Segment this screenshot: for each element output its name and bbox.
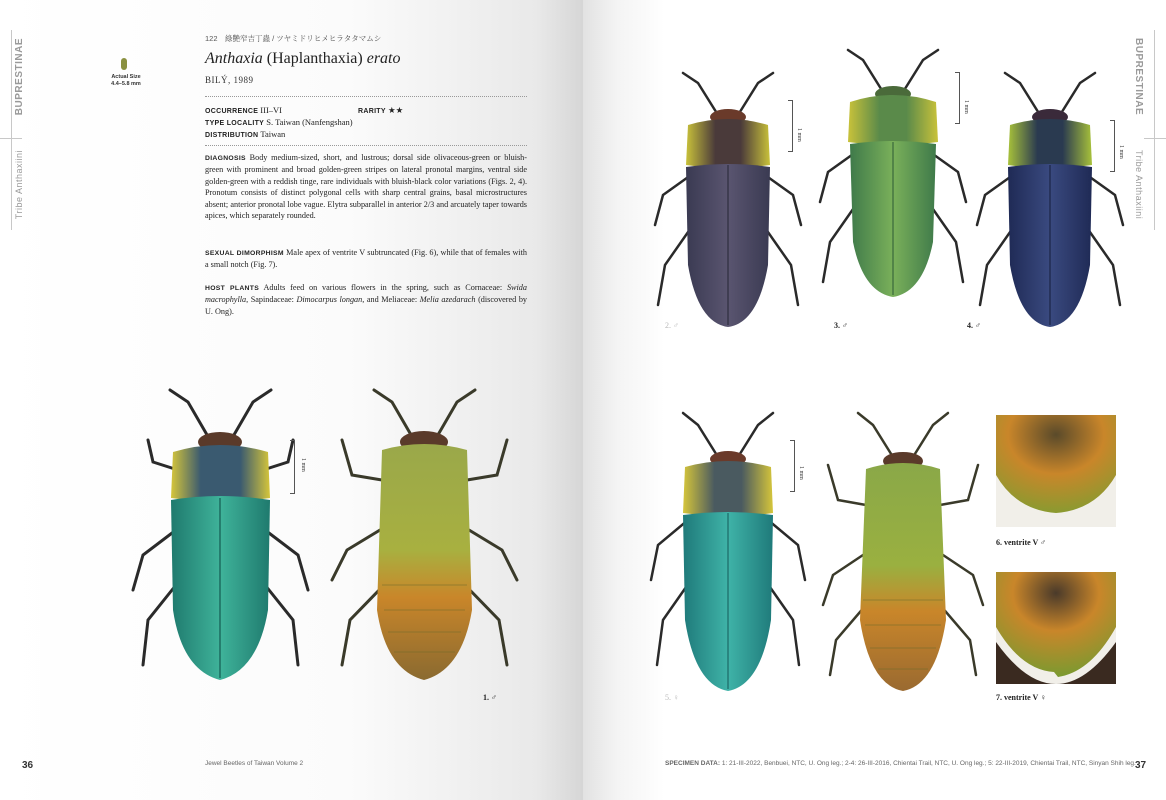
figure-5-caption: 5. ♀	[665, 693, 679, 702]
scale-bar-label: 1 mm	[796, 128, 802, 142]
footer-book-title: Jewel Beetles of Taiwan Volume 2	[205, 760, 304, 767]
tab-divider	[1144, 138, 1166, 139]
beetle-fig3-male-image	[808, 42, 978, 307]
tab-divider-line	[11, 30, 12, 230]
diagnosis-paragraph: DIAGNOSIS Body medium-sized, short, and lustrous; dorsal side olivaceous-green or bluish-green with prominent and broad golden-green stripes on lateral pronotal margins, ventral side golden-green with a reddish tinge, rare individuals with bluish-black color variations (Figs. 2, 4). Pronotum consists of distinct polygonal cells with sharp central grains, basal microstructures absent; anterior pronotal lobe vague. Elytra subparallel in anterior 2/3 and arcuately taper towards apices, which separately rounded.	[205, 153, 528, 221]
beetle-dorsal-male-image	[118, 380, 323, 685]
tab-divider	[0, 138, 22, 139]
figure-1-caption: 1. ♂	[483, 693, 497, 702]
beetle-fig4-male-image	[965, 65, 1135, 330]
scale-bar-label: 1 mm	[300, 458, 306, 472]
running-head: 122 綠艷窄吉丁蟲 / ツヤミドリヒメヒラタタマムシ	[205, 34, 382, 43]
species-author: BILÝ, 1989	[205, 75, 254, 85]
scale-bar	[1110, 120, 1115, 172]
figure-6-caption: 6. ventrite V ♂	[996, 538, 1047, 547]
section-tab-tribe: Tribe Anthaxiini	[14, 150, 24, 220]
actual-size-beetle-icon	[121, 58, 127, 70]
figure-4-caption: 4. ♂	[967, 321, 981, 330]
actual-size-label: Actual Size 4.4–5.8 mm	[111, 74, 141, 87]
section-tab-buprestinae: BUPRESTINAE	[1133, 38, 1144, 116]
species-title: Anthaxia (Haplanthaxia) erato	[205, 50, 401, 67]
type-locality-row: TYPE LOCALITY S. Taiwan (Nanfengshan)	[205, 117, 353, 127]
scale-bar	[788, 100, 793, 152]
beetle-ventral-male-image	[322, 380, 527, 685]
scale-bar-label: 1 mm	[1118, 145, 1124, 159]
ventrite-female-closeup-image	[996, 572, 1116, 684]
scale-bar	[790, 440, 795, 492]
specimen-data: SPECIMEN DATA: 1: 21-III-2022, Benbuei, NTC, U. Ong leg.; 2-4: 26-III-2016, Chientai Trail, NTC, U. Ong leg.; 5: 22-III-2019, Chientai Trail, NTC, Sinyan Shih leg.	[665, 760, 1136, 767]
section-tab-tribe: Tribe Anthaxiini	[1134, 150, 1144, 220]
beetle-fig5-female-dorsal-image	[643, 405, 813, 695]
occurrence-row: OCCURRENCE III–VI	[205, 105, 283, 115]
scale-bar	[955, 72, 960, 124]
scale-bar-label: 1 mm	[963, 100, 969, 114]
scale-bar	[290, 440, 295, 494]
sexual-dimorphism-paragraph: SEXUAL DIMORPHISM Male apex of ventrite V subtruncated (Fig. 6), while that of females with a small notch (Fig. 7).	[205, 248, 528, 270]
divider-rule	[205, 145, 527, 146]
page-number: 36	[22, 760, 34, 771]
figure-7-caption: 7. ventrite V ♀	[996, 693, 1047, 702]
divider-rule	[205, 96, 527, 97]
figure-3-caption: 3. ♂	[834, 321, 848, 330]
rarity-row: RARITY ★★	[358, 105, 404, 115]
page-number: 37	[1135, 760, 1147, 771]
tab-divider-line	[1154, 30, 1155, 230]
right-page	[583, 0, 1166, 800]
beetle-fig5-female-ventral-image	[818, 405, 988, 695]
rarity-stars: ★★	[387, 105, 404, 115]
host-plants-paragraph: HOST PLANTS Adults feed on various flowers in the spring, such as Cornaceae: Swida macrophylla, Sapindaceae: Dimocarpus longan, and Meliaceae: Melia azedarach (discovered by U. Ong).	[205, 283, 528, 316]
section-tab-buprestinae: BUPRESTINAE	[14, 38, 25, 116]
distribution-row: DISTRIBUTION Taiwan	[205, 129, 286, 139]
figure-2-caption: 2. ♂	[665, 321, 679, 330]
scale-bar-label: 1 mm	[798, 466, 804, 480]
ventrite-male-closeup-image	[996, 415, 1116, 527]
